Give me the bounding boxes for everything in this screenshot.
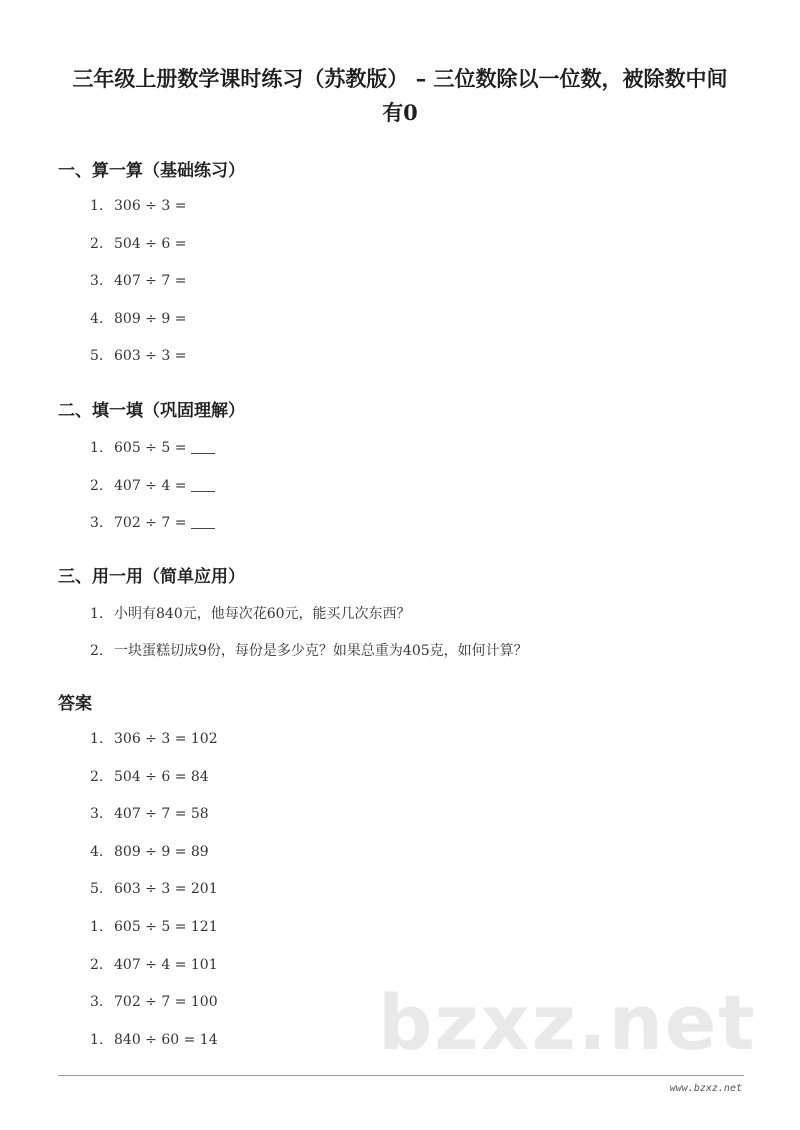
answer-item: 3. 702 ÷ 7 = 100	[90, 994, 218, 1010]
footer-url: www.bzxz.net	[669, 1083, 742, 1094]
answer-item: 1. 605 ÷ 5 = 121	[90, 919, 218, 935]
answer-item: 1. 306 ÷ 3 = 102	[90, 731, 218, 747]
section-3-heading: 三、用一用（简单应用）	[58, 567, 245, 587]
section-1-heading: 一、算一算（基础练习）	[58, 161, 245, 181]
word-problem-item: 2. 一块蛋糕切成9份，每份是多少克？如果总重为405克，如何计算？	[90, 643, 528, 659]
answer-item: 5. 603 ÷ 3 = 201	[90, 881, 218, 897]
fill-blank-item: 3. 702 ÷ 7 =	[90, 514, 215, 531]
exercise-item: 5. 603 ÷ 3 =	[90, 348, 187, 364]
exercise-item: 1. 306 ÷ 3 =	[90, 198, 187, 214]
answer-item: 2. 504 ÷ 6 = 84	[90, 769, 209, 785]
document-title	[50, 62, 750, 130]
answer-item: 3. 407 ÷ 7 = 58	[90, 806, 209, 822]
answer-item: 4. 809 ÷ 9 = 89	[90, 844, 209, 860]
title-line-2: 有0	[382, 100, 418, 125]
footer-divider	[58, 1075, 744, 1076]
answer-item: 1. 840 ÷ 60 = 14	[90, 1032, 218, 1048]
fill-blank-item: 2. 407 ÷ 4 =	[90, 477, 215, 494]
answer-blank	[191, 514, 215, 529]
answer-item: 2. 407 ÷ 4 = 101	[90, 957, 218, 973]
exercise-item: 2. 504 ÷ 6 =	[90, 236, 187, 252]
answer-blank	[191, 477, 215, 492]
word-problem-item: 1. 小明有840元，他每次花60元，能买几次东西？	[90, 606, 411, 622]
exercise-item: 3. 407 ÷ 7 =	[90, 273, 187, 289]
fill-blank-item: 1. 605 ÷ 5 =	[90, 439, 215, 456]
answer-blank	[191, 439, 215, 454]
title-line-1: 三年级上册数学课时练习（苏教版） – 三位数除以一位数，被除数中间	[72, 66, 728, 91]
exercise-item: 4. 809 ÷ 9 =	[90, 311, 187, 327]
section-2-heading: 二、填一填（巩固理解）	[58, 401, 245, 421]
watermark-text: bzxz.net	[378, 978, 757, 1067]
answers-heading: 答案	[58, 694, 92, 714]
